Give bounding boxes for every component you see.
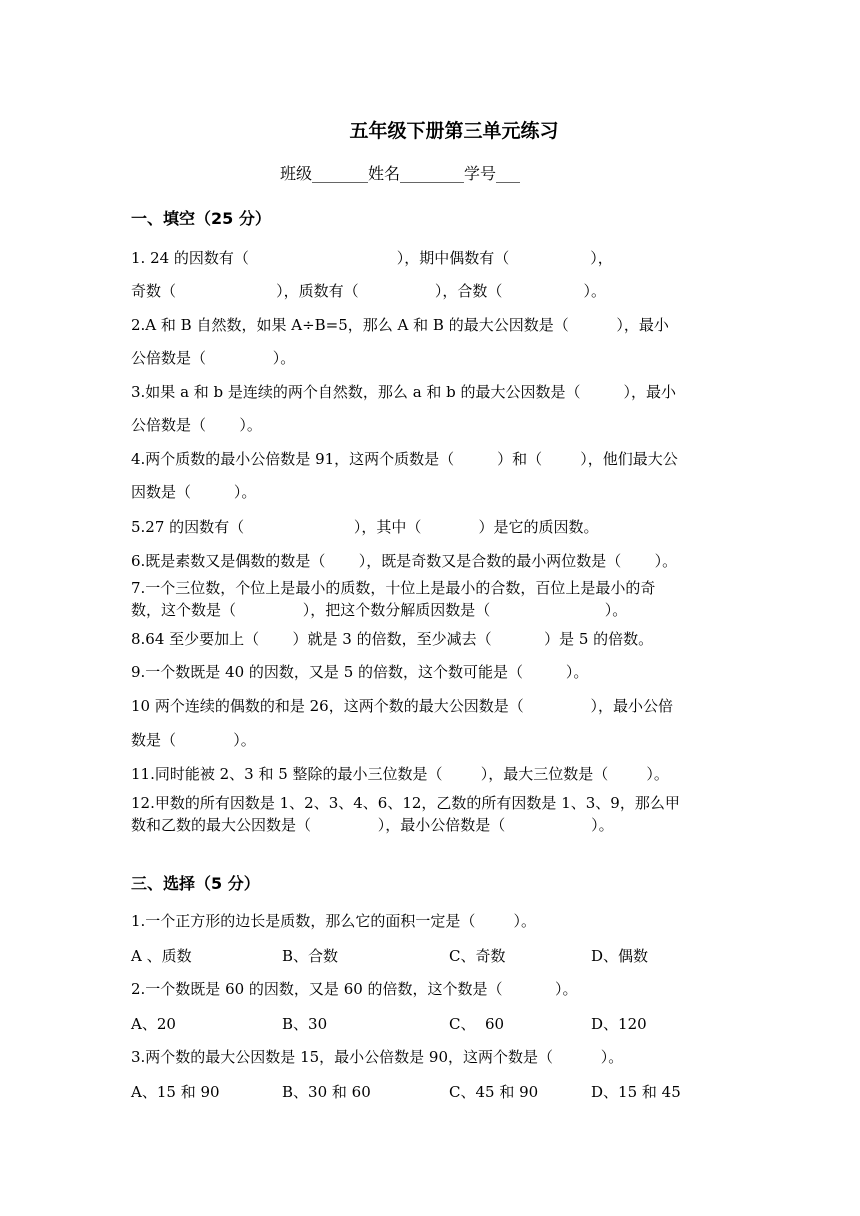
question-stem: 3.两个数的最大公因数是 15，最小公倍数是 90，这两个数是（ ）。 [131,1048,624,1066]
fill-blank-line: 数和乙数的最大公因数是（ ），最小公倍数是（ ）。 [131,816,614,834]
option-a: A、15 和 90 [131,1083,220,1101]
fill-blank-line: 1. 24 的因数有（ ），期中偶数有（ ）， [131,249,613,267]
option-c: C、奇数 [449,947,506,965]
option-d: D、120 [591,1015,647,1033]
question-stem: 2.一个数既是 60 的因数，又是 60 的倍数，这个数是（ ）。 [131,980,578,998]
fill-blank-line: 12.甲数的所有因数是 1、2、3、4、6、12，乙数的所有因数是 1、3、9，那么甲 [131,794,680,812]
option-d: D、偶数 [591,947,649,965]
question-stem: 1.一个正方形的边长是质数，那么它的面积一定是（ ）。 [131,912,536,930]
fill-blank-line: 7.一个三位数，个位上是最小的质数，十位上是最小的合数，百位上是最小的奇 [131,579,656,597]
fill-blank-line: 11.同时能被 2、3 和 5 整除的最小三位数是（ ），最大三位数是（ ）。 [131,765,669,783]
fill-blank-line: 奇数（ ），质数有（ ），合数（ ）。 [131,282,606,300]
option-a: A 、质数 [131,947,192,965]
option-b: B、30 和 60 [282,1083,371,1101]
fill-blank-line: 10 两个连续的偶数的和是 26，这两个数的最大公因数是（ ），最小公倍 [131,697,673,715]
fill-blank-line: 8.64 至少要加上（ ）就是 3 的倍数，至少减去（ ）是 5 的倍数。 [131,630,654,648]
fill-blank-line: 公倍数是（ ）。 [131,349,296,367]
option-c: C、45 和 90 [449,1083,539,1101]
section-heading-choice: 三、选择（5 分） [131,874,260,893]
fill-blank-line: 5.27 的因数有（ ），其中（ ）是它的质因数。 [131,518,599,536]
fill-blank-line: 6.既是素数又是偶数的数是（ ），既是奇数又是合数的最小两位数是（ ）。 [131,552,678,570]
option-b: B、30 [282,1015,328,1033]
fill-blank-line: 2.A 和 B 自然数，如果 A÷B=5，那么 A 和 B 的最大公因数是（ ），最小 [131,316,669,334]
fill-blank-line: 公倍数是（ ）。 [131,416,262,434]
fill-blank-line: 9.一个数既是 40 的因数，又是 5 的倍数，这个数可能是（ ）。 [131,663,589,681]
fill-blank-line: 4.两个质数的最小公倍数是 91，这两个质数是（ ）和（ ），他们最大公 [131,450,678,468]
fill-blank-line: 因数是（ ）。 [131,483,257,501]
option-b: B、合数 [282,947,339,965]
option-d: D、15 和 45 [591,1083,681,1101]
fill-blank-line: 3.如果 a 和 b 是连续的两个自然数，那么 a 和 b 的最大公因数是（ ），最小 [131,383,676,401]
section-heading-fill-blank: 一、填空（25 分） [131,209,271,228]
option-c: C、 60 [449,1015,505,1033]
student-info-line: 班级_______姓名________学号___ [280,164,521,183]
page-title: 五年级下册第三单元练习 [349,120,559,142]
option-a: A、20 [131,1015,176,1033]
fill-blank-line: 数，这个数是（ ），把这个数分解质因数是（ ）。 [131,601,628,619]
fill-blank-line: 数是（ ）。 [131,731,256,749]
